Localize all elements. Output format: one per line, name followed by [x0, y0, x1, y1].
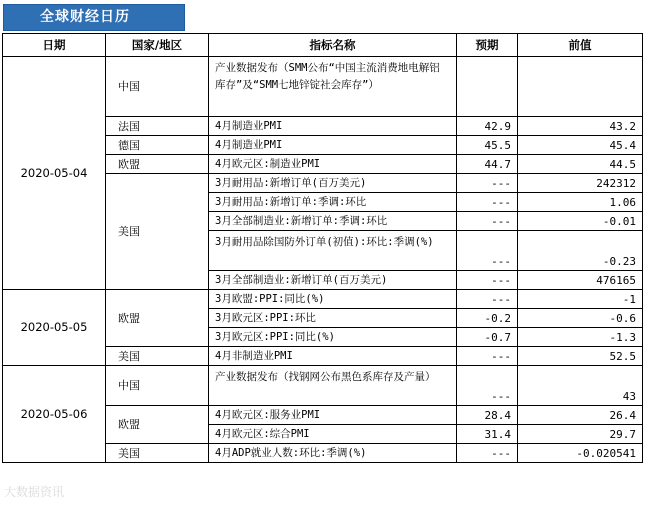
previous-cell: 45.4 — [518, 136, 643, 155]
forecast-cell: --- — [457, 444, 518, 463]
table-row — [3, 57, 643, 117]
previous-cell: -0.01 — [518, 212, 643, 231]
region-cell: 中国 — [106, 57, 209, 117]
previous-cell: -1 — [518, 290, 643, 309]
region-cell: 欧盟 — [106, 406, 209, 444]
header-forecast: 预期 — [457, 34, 518, 57]
forecast-cell: 31.4 — [457, 425, 518, 444]
region-cell: 美国 — [106, 174, 209, 290]
indicator-cell: 产业数据发布（找钢网公布黑色系库存及产量） — [209, 366, 457, 406]
previous-cell: 52.5 — [518, 347, 643, 366]
region-cell: 中国 — [106, 366, 209, 406]
previous-cell: -0.23 — [518, 231, 643, 271]
previous-cell: 26.4 — [518, 406, 643, 425]
date-cell: 2020-05-06 — [3, 366, 106, 463]
indicator-cell: 4月ADP就业人数:环比:季调(%) — [209, 444, 457, 463]
forecast-cell: --- — [457, 193, 518, 212]
economic-calendar-table — [2, 33, 643, 463]
region-cell: 欧盟 — [106, 290, 209, 347]
header-previous: 前值 — [518, 34, 643, 57]
indicator-cell: 3月耐用品:新增订单:季调:环比 — [209, 193, 457, 212]
forecast-cell: --- — [457, 366, 518, 406]
forecast-cell: 44.7 — [457, 155, 518, 174]
forecast-cell: -0.2 — [457, 309, 518, 328]
forecast-cell: --- — [457, 212, 518, 231]
forecast-cell: 45.5 — [457, 136, 518, 155]
indicator-cell: 4月欧元区:服务业PMI — [209, 406, 457, 425]
indicator-cell: 产业数据发布（SMM公布“中国主流消费地电解铝库存”及“SMM七地锌锭社会库存”） — [209, 57, 457, 117]
previous-cell: 476165 — [518, 271, 643, 290]
indicator-cell: 3月全部制造业:新增订单:季调:环比 — [209, 212, 457, 231]
previous-cell: -0.020541 — [518, 444, 643, 463]
watermark: 大数据资讯 — [4, 485, 65, 499]
forecast-cell: --- — [457, 347, 518, 366]
forecast-cell: -0.7 — [457, 328, 518, 347]
previous-cell: 43.2 — [518, 117, 643, 136]
previous-cell: -1.3 — [518, 328, 643, 347]
date-cell: 2020-05-04 — [3, 57, 106, 290]
region-cell: 法国 — [106, 117, 209, 136]
region-cell: 欧盟 — [106, 155, 209, 174]
region-cell: 德国 — [106, 136, 209, 155]
header-row — [3, 34, 643, 57]
forecast-cell — [457, 57, 518, 117]
indicator-cell: 4月非制造业PMI — [209, 347, 457, 366]
date-cell: 2020-05-05 — [3, 290, 106, 366]
region-cell: 美国 — [106, 347, 209, 366]
forecast-cell: --- — [457, 231, 518, 271]
forecast-cell: --- — [457, 271, 518, 290]
indicator-cell: 3月欧元区:PPI:环比 — [209, 309, 457, 328]
calendar-title-banner: 全球财经日历 — [3, 4, 185, 31]
indicator-cell: 3月全部制造业:新增订单(百万美元) — [209, 271, 457, 290]
table-row — [3, 290, 643, 309]
indicator-cell: 4月制造业PMI — [209, 136, 457, 155]
indicator-cell: 4月欧元区:制造业PMI — [209, 155, 457, 174]
table-row — [3, 366, 643, 406]
indicator-cell: 4月制造业PMI — [209, 117, 457, 136]
header-region: 国家/地区 — [106, 34, 209, 57]
region-cell: 美国 — [106, 444, 209, 463]
previous-cell: -0.6 — [518, 309, 643, 328]
previous-cell: 242312 — [518, 174, 643, 193]
forecast-cell: 28.4 — [457, 406, 518, 425]
forecast-cell: 42.9 — [457, 117, 518, 136]
header-indicator: 指标名称 — [209, 34, 457, 57]
forecast-cell: --- — [457, 174, 518, 193]
previous-cell — [518, 57, 643, 117]
previous-cell: 43 — [518, 366, 643, 406]
previous-cell: 1.06 — [518, 193, 643, 212]
indicator-cell: 3月耐用品:新增订单(百万美元) — [209, 174, 457, 193]
previous-cell: 29.7 — [518, 425, 643, 444]
indicator-cell: 3月耐用品除国防外订单(初值):环比:季调(%) — [209, 231, 457, 271]
indicator-cell: 3月欧盟:PPI:同比(%) — [209, 290, 457, 309]
previous-cell: 44.5 — [518, 155, 643, 174]
indicator-cell: 3月欧元区:PPI:同比(%) — [209, 328, 457, 347]
forecast-cell: --- — [457, 290, 518, 309]
indicator-cell: 4月欧元区:综合PMI — [209, 425, 457, 444]
header-date: 日期 — [3, 34, 106, 57]
